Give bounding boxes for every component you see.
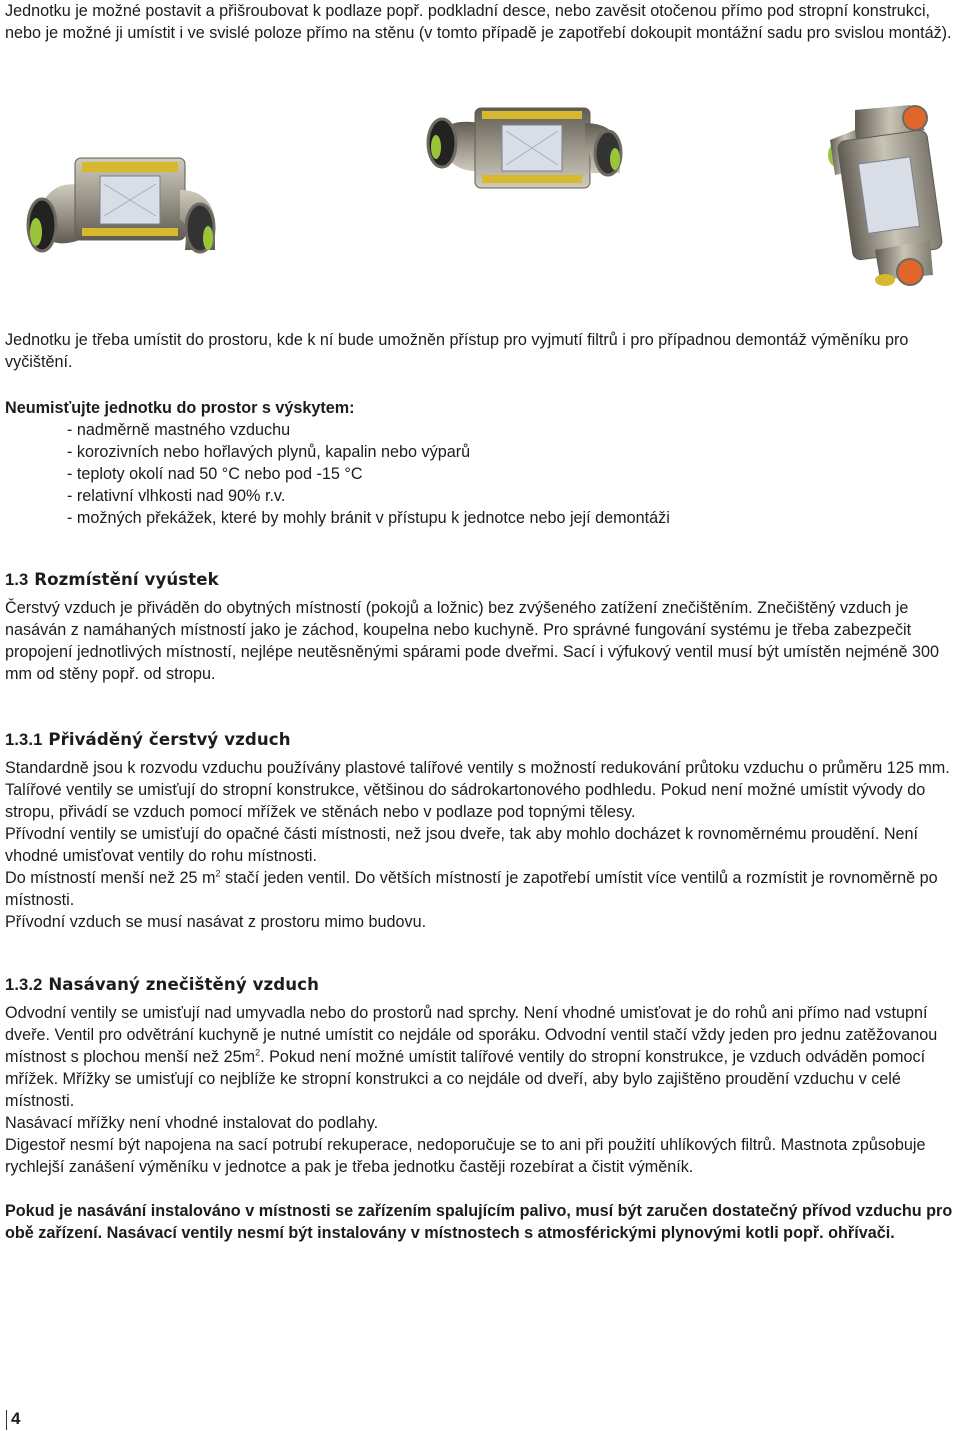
section-title: Nasávaný znečištěný vzduch — [48, 975, 320, 994]
list-item: - nadměrně mastného vzduchu — [67, 421, 291, 439]
section-number: 1.3.2 — [5, 975, 43, 994]
list-item: - teploty okolí nad 50 °C nebo pod -15 °C — [67, 465, 363, 483]
section-1-3-1 — [5, 729, 955, 933]
unit-wall-mounted-image — [815, 100, 955, 295]
unit-ceiling-mounted-image — [420, 103, 640, 223]
section-title: Přiváděný čerstvý vzduch — [48, 730, 291, 749]
section-heading — [5, 974, 955, 996]
access-paragraph: Jednotku je třeba umístit do prostoru, kde k ní bude umožněn přístup pro vyjmutí filtrů i pro případnou demontáž výměníku pro vyčištění. — [5, 331, 909, 371]
section-heading — [5, 569, 955, 591]
paragraph: Nasávací mřížky není vhodné instalovat do podlahy. — [5, 1114, 379, 1132]
list-item: - korozivních nebo hořlavých plynů, kapalin nebo výparů — [67, 443, 471, 461]
section-number: 1.3.1 — [5, 730, 43, 749]
paragraph — [5, 867, 955, 911]
section-body: Čerstvý vzduch je přiváděn do obytných místností (pokojů a ložnic) bez zvýšeného zatížení znečištěním. Znečištěný vzduch je nasáván z namáhaných místností jako je záchod, koupelna nebo kuchyně. Pro správné fungování systému je třeba zabezpečit propojení jednotlivých místností, nejlépe neutěsněnými spárami pode dveřmi. Sací i výfukový ventil musí být umístěn nejméně 300 mm od stěny popř. od stropu. — [5, 599, 939, 683]
list-item: - možných překážek, které by mohly bránit v přístupu k jednotce nebo její demontáži — [67, 509, 670, 527]
superscript: 2 — [255, 1047, 261, 1058]
intro-paragraph: Jednotku je možné postavit a přišroubovat k podlaze popř. podkladní desce, nebo zavěsit otočenou přímo pod stropní konstrukci, nebo je možné ji umístit i ve svislé poloze přímo na stěnu (v tomto případě je zapotřebí dokoupit montážní sadu pro svislou montáž). — [5, 2, 952, 42]
paragraph — [5, 1002, 955, 1112]
mounting-figures — [5, 95, 955, 295]
warning-heading: Neumisťujte jednotku do prostor s výskytem: — [5, 399, 355, 417]
safety-note-text: Pokud je nasávání instalováno v místnosti se zařízením spalujícím palivo, musí být zaručen dostatečný přívod vzduchu pro obě zařízení. Nasávací ventily nesmí být instalovány v místnostech s atmosférickými plynovými kotli popř. ohřívači. — [5, 1202, 953, 1242]
safety-note — [5, 1200, 955, 1244]
footer-divider — [6, 1410, 7, 1430]
section-title: Rozmístění vyústek — [34, 570, 219, 589]
page-number: 4 — [11, 1409, 21, 1428]
paragraph: Přívodní ventily se umisťují do opačné části místnosti, než jsou dveře, tak aby mohlo docházet k rovnoměrnému proudění. Není vhodné umisťovat ventily do rohu místnosti. — [5, 825, 919, 865]
text-run: Do místností menší než 25 m — [5, 869, 216, 887]
paragraph: Standardně jsou k rozvodu vzduchu používány plastové talířové ventily s možností redukování průtoku vzduchu o průměru 125 mm. Talířové ventily se umisťují do stropní konstrukce, většinou do sádrokartonového podhledu. Pokud není možné umístit vývody do stropu, přivádí se vzduch pomocí mřížek ve stěnách nebo v podlaze pod topnými tělesy. — [5, 759, 950, 821]
section-number: 1.3 — [5, 570, 29, 589]
paragraph: Digestoř nesmí být napojena na sací potrubí rekuperace, nedoporučuje se to ani při použití uhlíkových filtrů. Mastnota způsobuje rychlejší zanášení výměníku v jednotce a pak je třeba jednotku častěji rozebírat a čistit výměník. — [5, 1136, 926, 1176]
text-run: . Pokud není možné umístit talířové ventily do stropní konstrukce, je vzduch odváděn pomocí mřížek. Mřížky se umisťují co nejblíže ke stropní konstrukci a co nejdále od dveří, aby bylo zajištěno proudění vzduchu v celé místnosti. — [5, 1048, 926, 1110]
page-footer — [6, 1409, 20, 1430]
list-item: - relativní vlhkosti nad 90% r.v. — [67, 487, 286, 505]
warning-list — [5, 419, 670, 529]
section-1-3-2 — [5, 974, 955, 1178]
section-1-3 — [5, 569, 955, 685]
text-run: Odvodní ventily se umisťují nad umyvadla nebo do prostorů nad sprchy. Není vhodné umisťovat je do rohů ani přímo nad vstupní dveře. Ventil pro odvětrání kuchyně je nutné umístit co nejdále od sporáku. Odvodní ventil stačí vždy jeden pro jednu zatěžovanou místnost s plochou menší než 25m — [5, 1004, 938, 1066]
section-heading — [5, 729, 955, 751]
text-run: stačí jeden ventil. Do větších místností je zapotřebí umístit více ventilů a rozmístit je rovnoměrně po místnosti. — [5, 869, 938, 909]
paragraph: Přívodní vzduch se musí nasávat z prostoru mimo budovu. — [5, 913, 427, 931]
warning-block — [5, 397, 670, 529]
superscript: 2 — [215, 868, 221, 879]
unit-floor-mounted-image — [20, 140, 220, 280]
